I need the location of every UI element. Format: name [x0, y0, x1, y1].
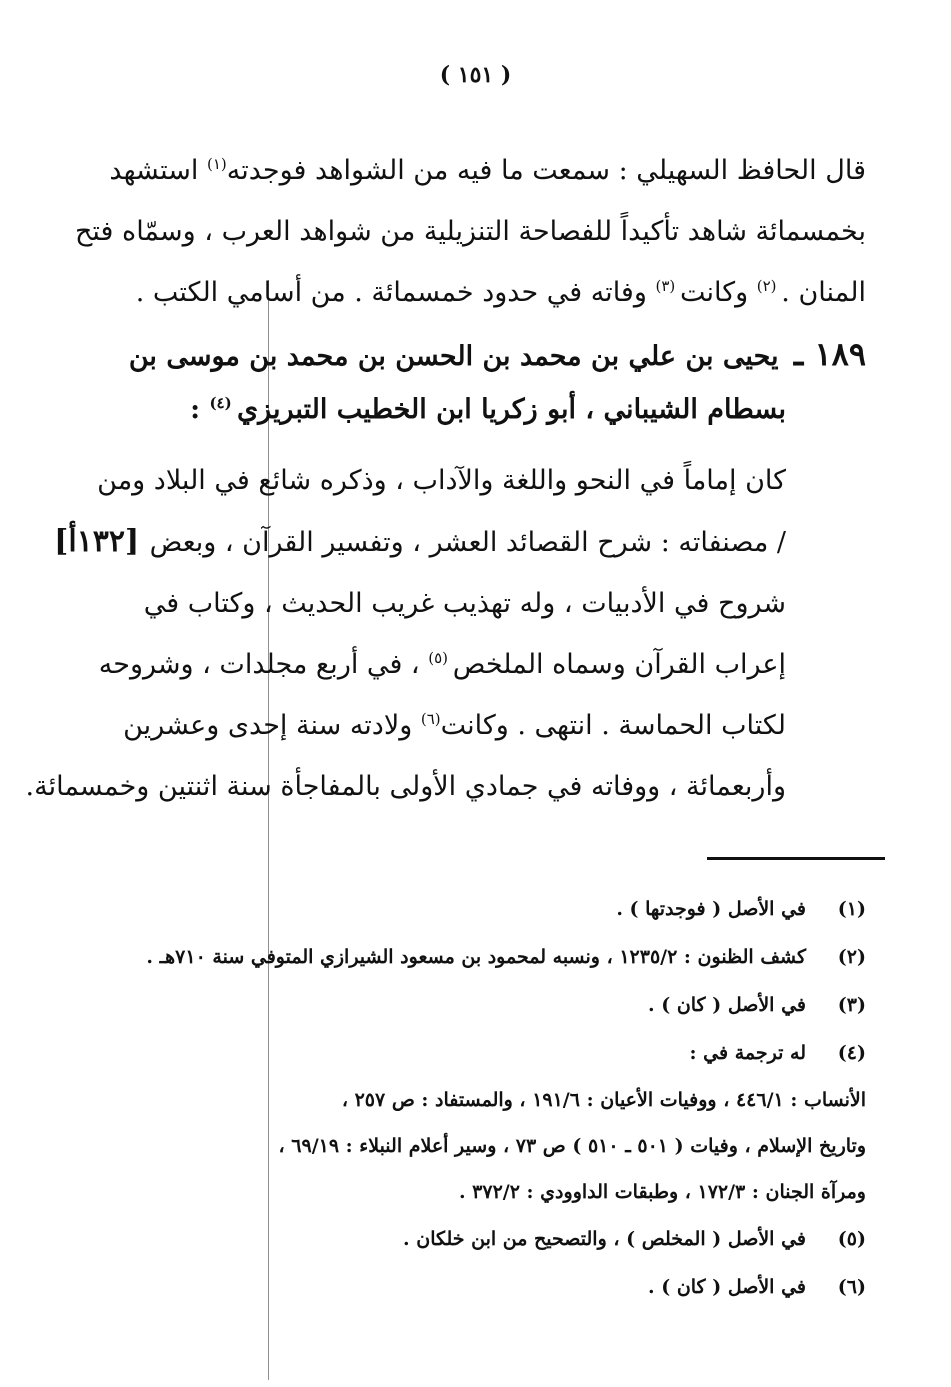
paragraph-line	[54, 511, 786, 573]
entry-colon: :	[190, 394, 210, 425]
entry-name-line1: يحيى بن علي بن محمد بن الحسن بن محمد بن موسى بن	[128, 341, 788, 372]
text-run: المنان .	[781, 277, 866, 308]
footnote	[126, 933, 866, 981]
footnote-text: في الأصل ( فوجدتها ) .	[616, 898, 806, 920]
paragraph-line: وأربعمائة ، ووفاته في جمادي الأولى بالمفاجأة سنة اثنتين وخمسمائة.	[25, 771, 786, 802]
footnote-text: في الأصل ( كان ) .	[647, 994, 806, 1016]
paragraph-line	[123, 695, 786, 756]
footnote-continuation: الأنساب : ٤٤٦/١ ، ووفيات الأعيان : ١٩١/٦ ، والمستفاد : ص ٢٥٧ ،	[341, 1089, 866, 1111]
footnote-text: في الأصل ( المخلص ) ، والتصحيح من ابن خلكان .	[403, 1228, 806, 1250]
paragraph-intro	[74, 140, 866, 323]
text-run: قال الحافظ السهيلي : سمعت ما فيه من الشواهد فوجدته	[226, 155, 866, 186]
folio-marker: [١٣٢أ]	[54, 524, 150, 559]
footnote	[126, 1263, 866, 1311]
text-run: وفاته في حدود خمسمائة . من أسامي الكتب .	[135, 277, 656, 308]
entry-heading	[106, 335, 866, 373]
page-number: ( ١٥١ )	[439, 62, 512, 88]
footnote-number: (٥)	[837, 1228, 866, 1250]
footnote-number: (٣)	[837, 994, 866, 1016]
text-run: ، في أربع مجلدات ، وشروحه	[98, 649, 429, 680]
footnote-ref: (٣)	[655, 277, 680, 295]
entry-heading-continued	[26, 394, 786, 425]
text-run: وكانت	[680, 277, 757, 308]
text-run: إعراب القرآن وسماه الملخص	[452, 649, 786, 680]
footnote	[126, 1029, 866, 1077]
footnote-text: كشف الظنون : ١٢٣٥/٢ ، ونسبه لمحمود بن مسعود الشيرازي المتوفي سنة ٧١٠هـ .	[146, 946, 806, 968]
paragraph-line	[136, 262, 866, 323]
paragraph-line: بخمسمائة شاهد تأكيداً للفصاحة التنزيلية من شواهد العرب ، وسمّاه فتح	[74, 216, 866, 247]
footnote-ref: (٢)	[756, 277, 782, 295]
footnote-text: له ترجمة في :	[689, 1042, 806, 1064]
footnote-ref: (٦)	[420, 710, 441, 728]
entry-number: ١٨٩ ـ	[793, 335, 866, 373]
footnote	[126, 885, 866, 933]
footnote-separator	[707, 857, 885, 860]
entry-name-line2: بسطام الشيباني ، أبو زكريا ابن الخطيب التبريزي	[236, 394, 786, 425]
text-run: / مصنفاته : شرح القصائد العشر ، وتفسير القرآن ، وبعض	[149, 527, 786, 558]
text-run: استشهد	[109, 155, 207, 186]
footnote-ref: (١)	[206, 155, 227, 173]
footnote	[126, 981, 866, 1029]
paragraph-biography	[25, 450, 786, 817]
footnote-continuation: ومرآة الجنان : ١٧٢/٣ ، وطبقات الداوودي : ٣٧٢/٢ .	[458, 1181, 866, 1203]
footnote-text: في الأصل ( كان ) .	[647, 1276, 806, 1298]
footnote-number: (٦)	[837, 1276, 866, 1298]
paragraph-line	[109, 140, 866, 201]
footnote-number: (٢)	[837, 946, 866, 968]
footnote-continuation: وتاريخ الإسلام ، وفيات ( ٥٠١ ـ ٥١٠ ) ص ٧٣ ، وسير أعلام النبلاء : ٦٩/١٩ ،	[278, 1135, 866, 1157]
paragraph-line: كان إماماً في النحو واللغة والآداب ، وذكره شائع في البلاد ومن	[97, 465, 786, 496]
text-run: ولادته سنة إحدى وعشرين	[123, 710, 421, 741]
footnote-number: (١)	[837, 898, 866, 920]
footnote	[126, 1215, 866, 1263]
paragraph-line	[98, 634, 786, 695]
text-run: لكتاب الحماسة . انتهى . وكانت	[440, 710, 786, 741]
footnotes	[126, 885, 866, 1311]
footnote-ref: (٤)	[209, 394, 237, 412]
paragraph-line: شروح في الأدبيات ، وله تهذيب غريب الحديث ، وكتاب في	[143, 588, 786, 619]
footnote-ref: (٥)	[428, 649, 453, 667]
footnote-number: (٤)	[837, 1042, 866, 1064]
